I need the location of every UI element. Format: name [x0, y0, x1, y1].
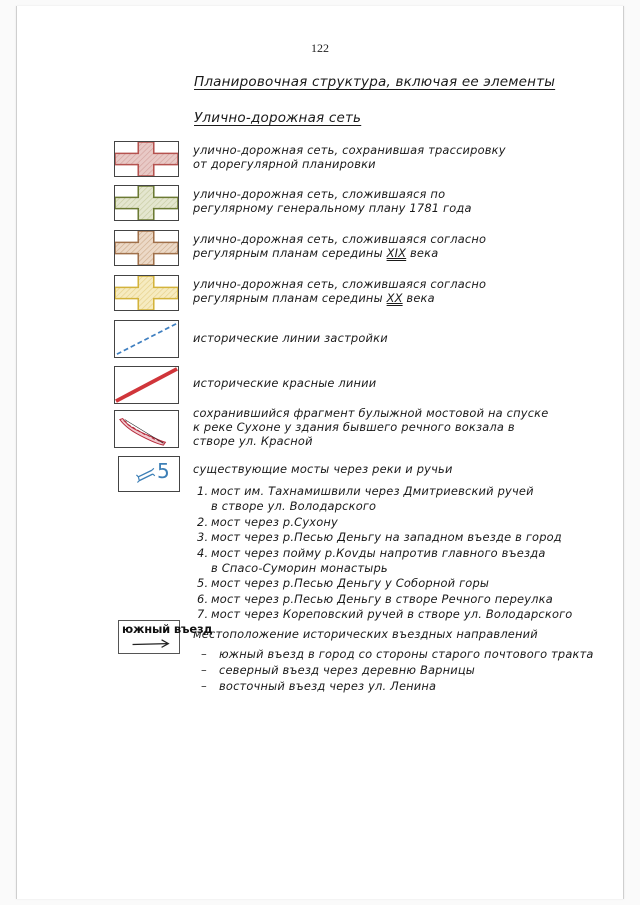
list-item: 7. мост через Кореповский ручей в створе ул. Володарского [197, 607, 573, 622]
legend-item-2: улично-дорожная сеть, сложившаяся по регулярному генеральному плану 1781 года [193, 187, 472, 215]
section-subtitle: Улично-дорожная сеть [194, 110, 362, 126]
cobblestone-icon [114, 410, 179, 448]
list-item: 3. мост через р.Песью Деньгу на западном въезде в город [197, 530, 562, 545]
street-cross-red-icon [114, 141, 179, 177]
legend-item-7: сохранившийся фрагмент булыжной мостовой на спуске к реке Сухоне у здания бывшего речного вокзала в створе ул. Красной [193, 406, 549, 448]
page-title: Планировочная структура, включая ее элементы [194, 74, 556, 90]
page-number: 122 [311, 41, 329, 55]
legend-item-6: исторические красные линии [193, 376, 377, 390]
bridges-list [197, 484, 572, 623]
entry-description: местоположение исторических въездных направлений [193, 627, 538, 641]
legend-item-4: улично-дорожная сеть, сложившаяся согласно регулярным планам середины XX века [193, 277, 487, 305]
dashed-line-icon [114, 320, 179, 358]
bridge-icon [118, 456, 180, 492]
list-item: 1. мост им. Тахнамишвили через Дмитриевский ручей в створе ул. Володарского [197, 484, 534, 514]
document-page [16, 6, 624, 899]
list-item: 5. мост через р.Песью Деньгу у Соборной горы [197, 576, 490, 591]
bridge-number-label: 5 [157, 459, 170, 483]
entry-direction-label: южный въезд [122, 622, 213, 636]
list-item: – северный въезд через деревню Варницы [201, 663, 475, 677]
legend-item-1: улично-дорожная сеть, сохранившая трассировку от дорегулярной планировки [193, 143, 506, 171]
legend-item-5: исторические линии застройки [193, 331, 388, 345]
entry-direction-icon [118, 620, 213, 654]
street-cross-olive-icon [114, 185, 179, 221]
entries-list [201, 646, 594, 694]
list-item: 2. мост через р.Сухону [197, 514, 338, 529]
street-cross-yellow-icon [114, 275, 179, 311]
list-item: 4. мост через пойму р.Кovды напротив главного въезда в Спасо-Суморин монастырь [197, 545, 546, 576]
list-item: – южный въезд в город со стороны старого почтового тракта [201, 647, 594, 661]
red-line-icon [114, 366, 179, 404]
legend-item-3: улично-дорожная сеть, сложившаяся согласно регулярным планам середины XIX века [193, 232, 487, 260]
street-cross-brown-icon [114, 230, 179, 266]
list-item: – восточный въезд через ул. Ленина [201, 679, 437, 693]
list-item: 6. мост через р.Песью Деньгу в створе Речного переулка [197, 591, 553, 606]
legend-item-8: существующие мосты через реки и ручьи [193, 462, 453, 476]
